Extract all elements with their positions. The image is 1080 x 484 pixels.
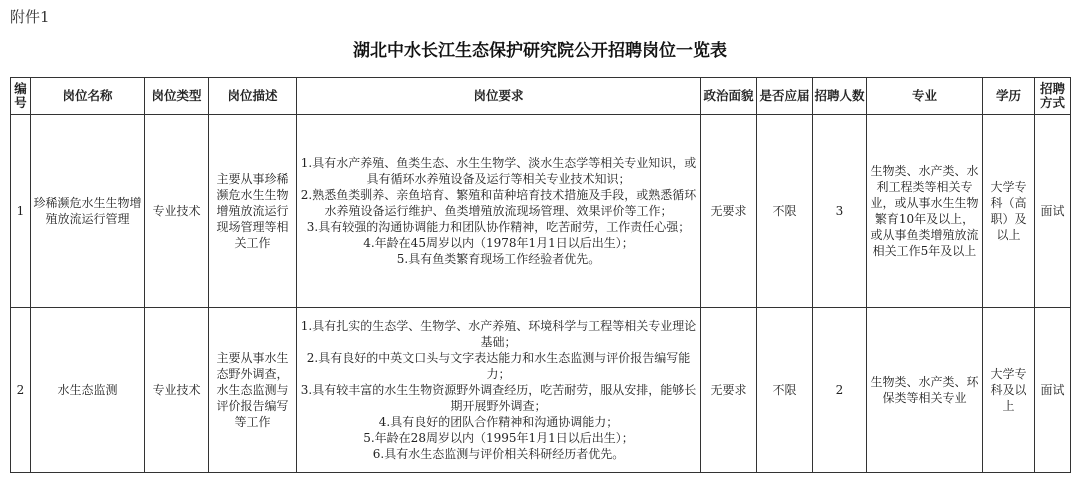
requirement-line: 2.熟悉鱼类驯养、亲鱼培育、繁殖和苗种培育技术措施及手段，或熟悉循环水养殖设备运行维护、鱼类增殖放流现场管理、效果评价等工作； xyxy=(300,188,697,218)
cell-political: 无要求 xyxy=(701,308,757,473)
cell-fresh: 不限 xyxy=(757,115,813,308)
requirement-line: 1.具有水产养殖、鱼类生态、水生生物学、淡水生态学等相关专业知识，或具有循环水养殖设备及运行等相关专业技术知识； xyxy=(300,156,697,186)
cell-name: 水生态监测 xyxy=(31,308,145,473)
cell-edu: 大学专科（高职）及以上 xyxy=(983,115,1035,308)
header-political: 政治面貌 xyxy=(701,78,757,115)
header-name: 岗位名称 xyxy=(31,78,145,115)
cell-reqs xyxy=(297,308,701,473)
document-title: 湖北中水长江生态保护研究院公开招聘岗位一览表 xyxy=(353,41,727,61)
requirement-line: 4.具有良好的团队合作精神和沟通协调能力； xyxy=(378,415,619,429)
header-no: 编号 xyxy=(11,78,31,115)
cell-no: 2 xyxy=(11,308,31,473)
cell-reqs xyxy=(297,115,701,308)
cell-method: 面试 xyxy=(1035,115,1071,308)
cell-type: 专业技术 xyxy=(145,308,209,473)
requirement-line: 3.具有较丰富的水生生物资源野外调查经历，吃苦耐劳，服从安排，能够长期开展野外调查； xyxy=(300,383,697,413)
table-row xyxy=(11,115,1071,308)
requirement-line: 5.年龄在28周岁以内（1995年1月1日以后出生）； xyxy=(363,431,634,445)
table-row xyxy=(11,308,1071,473)
requirement-line: 1.具有扎实的生态学、生物学、水产养殖、环境科学与工程等相关专业理论基础； xyxy=(300,319,697,349)
cell-fresh: 不限 xyxy=(757,308,813,473)
cell-edu: 大学专科及以上 xyxy=(983,308,1035,473)
cell-desc: 主要从事水生态野外调查，水生态监测与评价报告编写等工作 xyxy=(209,308,297,473)
cell-desc: 主要从事珍稀濒危水生生物增殖放流运行现场管理等相关工作 xyxy=(209,115,297,308)
cell-method: 面试 xyxy=(1035,308,1071,473)
header-major: 专业 xyxy=(867,78,983,115)
table-header-row xyxy=(11,78,1071,115)
job-table xyxy=(10,77,1071,473)
requirement-line: 4.年龄在45周岁以内（1978年1月1日以后出生）； xyxy=(363,236,634,250)
requirement-line: 5.具有鱼类繁育现场工作经验者优先。 xyxy=(396,252,601,266)
header-edu: 学历 xyxy=(983,78,1035,115)
cell-count: 2 xyxy=(813,308,867,473)
header-reqs: 岗位要求 xyxy=(297,78,701,115)
cell-political: 无要求 xyxy=(701,115,757,308)
cell-name: 珍稀濒危水生生物增殖放流运行管理 xyxy=(31,115,145,308)
header-desc: 岗位描述 xyxy=(209,78,297,115)
header-method: 招聘方式 xyxy=(1035,78,1071,115)
cell-count: 3 xyxy=(813,115,867,308)
cell-type: 专业技术 xyxy=(145,115,209,308)
attachment-label: 附件1 xyxy=(10,8,50,26)
requirement-line: 2.具有良好的中英文口头与文字表达能力和水生态监测与评价报告编写能力； xyxy=(306,351,691,381)
cell-major: 生物类、水产类、环保类等相关专业 xyxy=(867,308,983,473)
requirement-line: 6.具有水生态监测与评价相关科研经历者优先。 xyxy=(372,447,625,461)
cell-major: 生物类、水产类、水利工程类等相关专业，或从事水生生物繁育10年及以上，或从事鱼类增殖放流相关工作5年及以上 xyxy=(867,115,983,308)
header-fresh: 是否应届 xyxy=(757,78,813,115)
cell-no: 1 xyxy=(11,115,31,308)
header-type: 岗位类型 xyxy=(145,78,209,115)
requirement-line: 3.具有较强的沟通协调能力和团队协作精神，吃苦耐劳，工作责任心强； xyxy=(306,220,691,234)
header-count: 招聘人数 xyxy=(813,78,867,115)
